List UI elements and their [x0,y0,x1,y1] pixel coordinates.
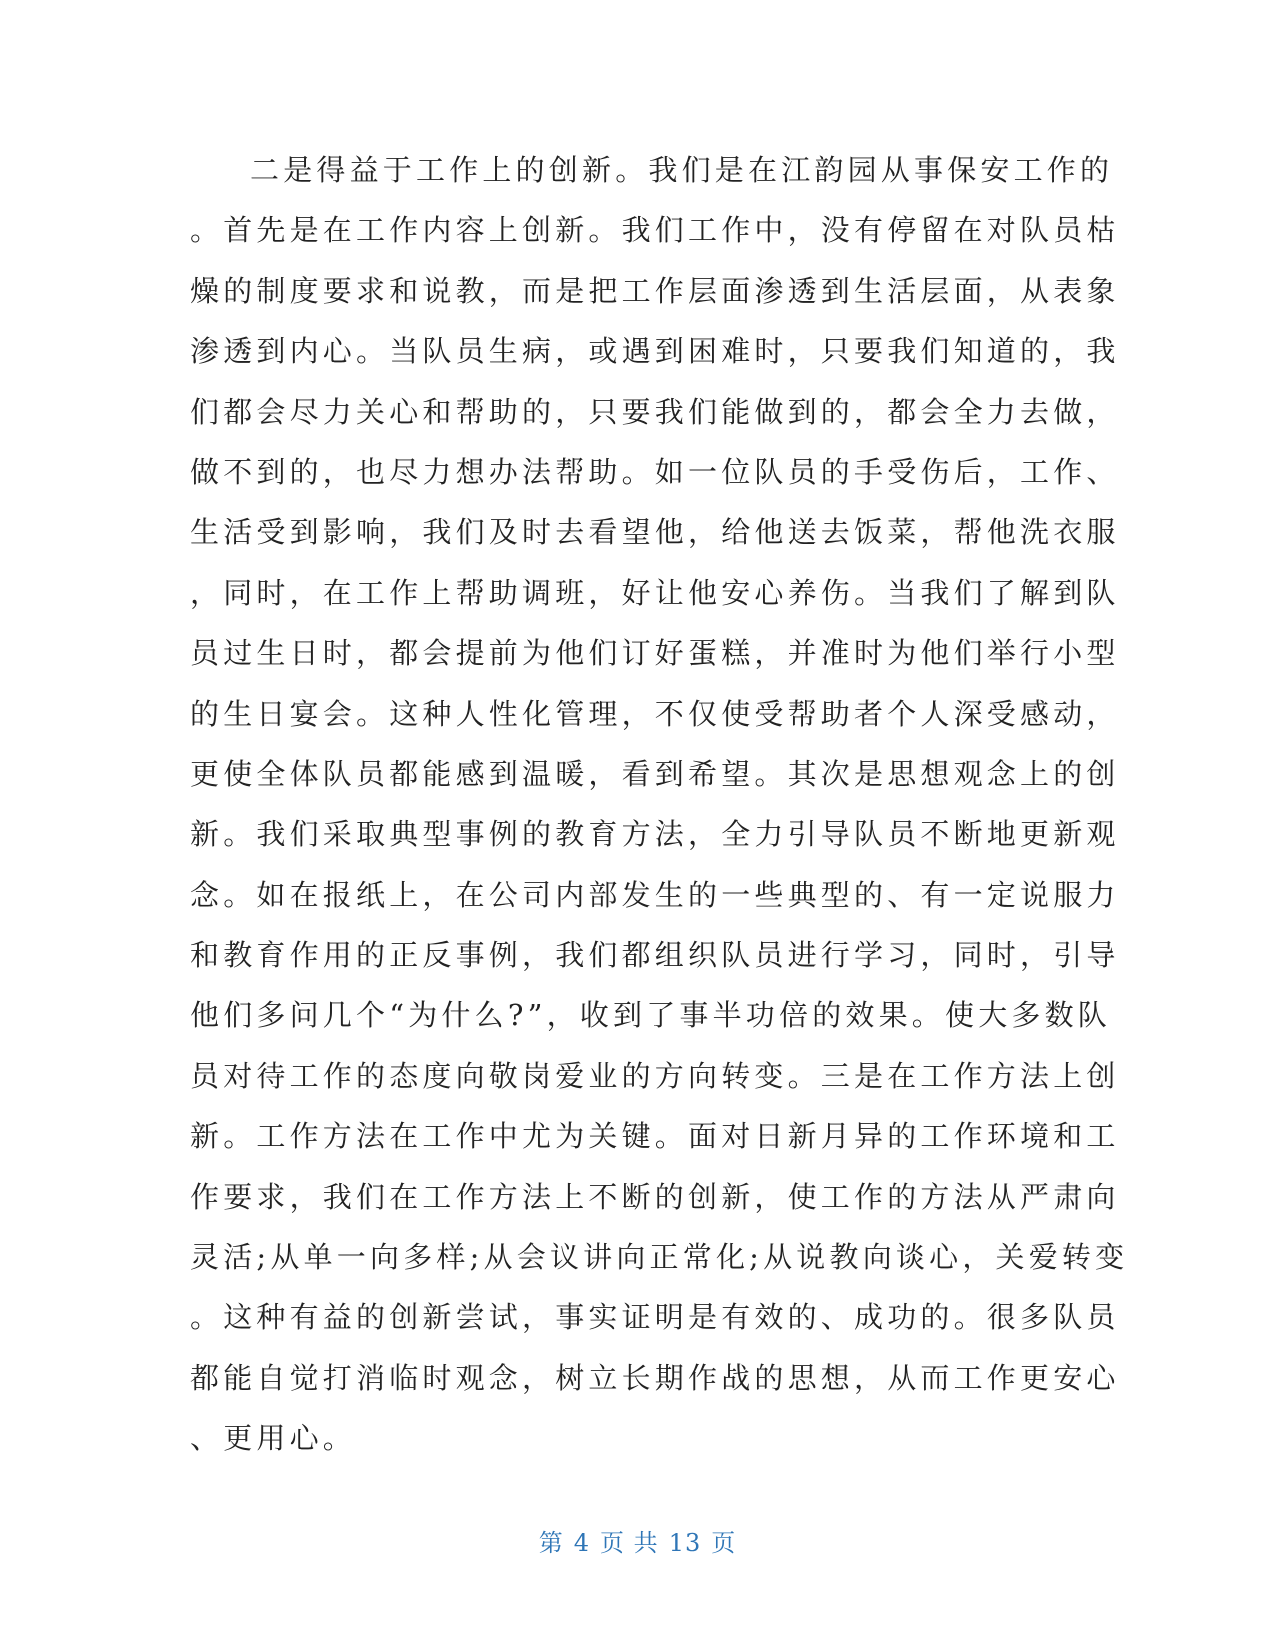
footer-middle: 页 共 [600,1529,659,1557]
text-line: 做不到的，也尽力想办法帮助。如一位队员的手受伤后，工作、 [190,454,1120,489]
text-line: 灵活;从单一向多样;从会议讲向正常化;从说教向谈心，关爱转变 [190,1240,1129,1275]
footer-total-pages: 13 [668,1529,702,1557]
footer-page-number: 4 [573,1529,591,1557]
text-line: 的生日宴会。这种人性化管理，不仅使受帮助者个人深受感动， [190,696,1120,731]
text-line: 们都会尽力关心和帮助的，只要我们能做到的，都会全力去做， [190,394,1120,429]
text-line: 燥的制度要求和说教，而是把工作层面渗透到生活层面，从表象 [190,273,1120,308]
text-line: ，同时，在工作上帮助调班，好让他安心养伤。当我们了解到队 [190,575,1120,610]
text-line: 、更用心。 [190,1421,357,1456]
text-line: 新。我们采取典型事例的教育方法，全力引导队员不断地更新观 [190,817,1120,852]
footer-prefix: 第 [538,1529,564,1557]
text-line: 。这种有益的创新尝试，事实证明是有效的、成功的。很多队员 [190,1300,1120,1335]
text-line: 作要求，我们在工作方法上不断的创新，使工作的方法从严肃向 [190,1179,1120,1214]
text-line: 他们多问几个“为什么?”，收到了事半功倍的效果。使大多数队 [190,998,1112,1033]
footer-suffix: 页 [711,1529,737,1557]
text-line: 员过生日时，都会提前为他们订好蛋糕，并准时为他们举行小型 [190,636,1120,671]
text-line: 员对待工作的态度向敬岗爱业的方向转变。三是在工作方法上创 [190,1058,1120,1093]
text-line: 和教育作用的正反事例，我们都组织队员进行学习，同时，引导 [190,938,1120,973]
text-line: 生活受到影响，我们及时去看望他，给他送去饭菜，帮他洗衣服 [190,515,1120,550]
text-line: 二是得益于工作上的创新。我们是在江韵园从事保安工作的 [250,153,1114,187]
text-line: 都能自觉打消临时观念，树立长期作战的思想，从而工作更安心 [190,1360,1120,1395]
text-line: 渗透到内心。当队员生病，或遇到困难时，只要我们知道的，我 [190,334,1120,369]
text-line: 念。如在报纸上，在公司内部发生的一些典型的、有一定说服力 [190,877,1120,912]
text-line: 更使全体队员都能感到温暖，看到希望。其次是思想观念上的创 [190,756,1120,791]
page-footer [0,1523,1275,1558]
body-paragraph [190,140,1129,1469]
text-line: 新。工作方法在工作中尤为关键。面对日新月异的工作环境和工 [190,1119,1120,1154]
text-line: 。首先是在工作内容上创新。我们工作中，没有停留在对队员枯 [190,213,1120,248]
